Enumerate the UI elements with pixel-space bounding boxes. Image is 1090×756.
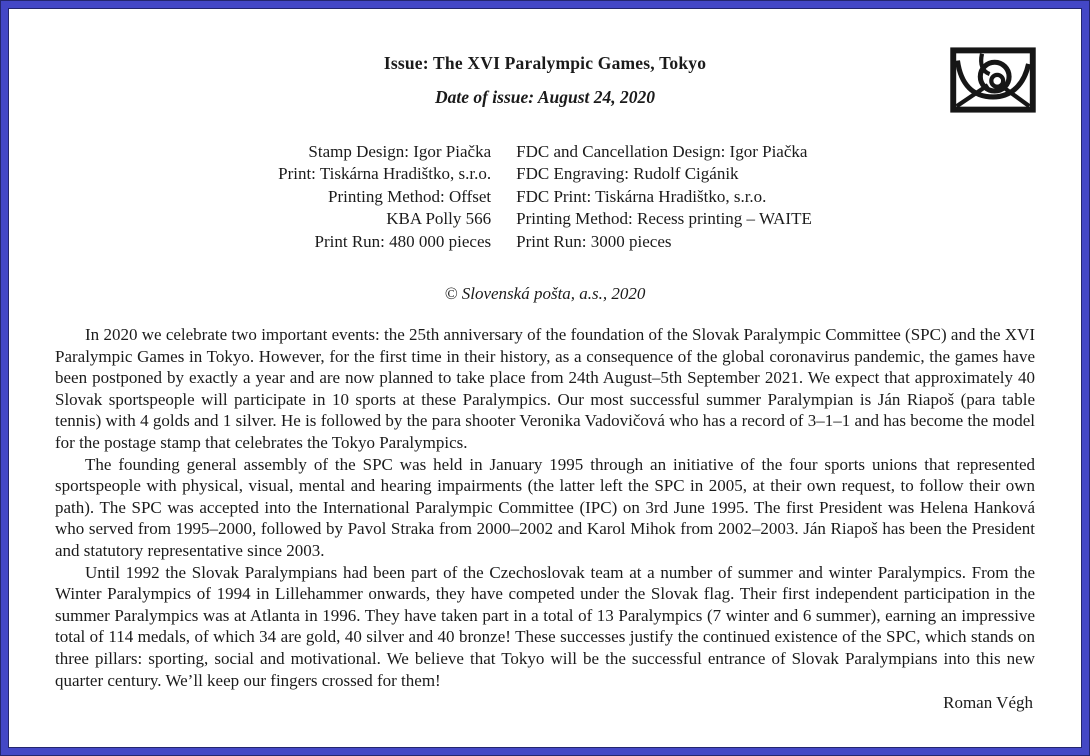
detail-line: Printing Method: Offset: [328, 186, 492, 206]
technical-details: [55, 141, 1035, 253]
author-signature: Roman Végh: [943, 693, 1033, 713]
detail-line: Printing Method: Recess printing – WAITE: [516, 209, 812, 229]
article-paragraph: Until 1992 the Slovak Paralympians had been part of the Czechoslovak team at a number of summer and winter Paralympics. From the Winter Paralympics of 1994 in Lillehammer onwards, they have competed under the Slovak flag. Their first independent participation in the summer Paralympics was at Atlanta in 1996. They have taken part in a total of 13 Paralympics (7 winter and 6 summer), earning an impressive total of 114 medals, of which 34 are gold, 40 silver and 40 bronze! These successes justify the continued existence of the SPC, which stands on three pillars: sporting, social and motivational. We believe that Tokyo will be the successful entrance of Slovak Paralympians into this new quarter century. We’ll keep our fingers crossed for them!: [55, 562, 1035, 690]
bulletin-page: [9, 9, 1081, 747]
detail-line: Print: Tiskárna Hradištko, s.r.o.: [278, 164, 492, 184]
article-paragraph: The founding general assembly of the SPC was held in January 1995 through an initiative of the four sports unions that represented sportspeople with physical, visual, mental and hearing impairments (the latter left the SPC in 2005, at their own request, to follow their own path). The SPC was accepted into the International Paralympic Committee (IPC) on 3rd June 1995. The first President was Helena Hanková who served from 1995–2000, followed by Pavol Straka from 2000–2002 and Karol Mihok from 2002–2003. Ján Riapoš has been the President and statutory representative since 2003.: [55, 454, 1035, 560]
copyright-line: © Slovenská pošta, a.s., 2020: [444, 284, 646, 304]
posthorn-envelope-icon: [949, 46, 1037, 114]
stamp-details-column: [278, 141, 491, 253]
detail-line: FDC Engraving: Rudolf Cigánik: [516, 164, 739, 184]
detail-line: FDC Print: Tiskárna Hradištko, s.r.o.: [516, 186, 767, 206]
article-paragraph: In 2020 we celebrate two important events: the 25th anniversary of the foundation of the Slovak Paralympic Committee (SPC) and the XVI Paralympic Games in Tokyo. However, for the first time in their history, as a consequence of the global coronavirus pandemic, the games have been postponed by exactly a year and are now planned to take place from 24th August–5th September 2021. We expect that approximately 40 Slovak sportspeople will participate in 10 sports at these Paralympics. Our most successful summer Paralympian is Ján Riapoš (para table tennis) with 4 golds and 1 silver. He is followed by the para shooter Veronika Vadovičová who has a record of 3–1–1 and has become the model for the postage stamp that celebrates the Tokyo Paralympics.: [55, 325, 1035, 452]
fdc-details-column: [516, 141, 812, 253]
detail-line: Print Run: 3000 pieces: [516, 231, 672, 251]
detail-line: Print Run: 480 000 pieces: [314, 231, 492, 251]
article-body: [55, 324, 1035, 691]
date-of-issue: Date of issue: August 24, 2020: [434, 87, 656, 107]
header: [55, 53, 1035, 108]
detail-line: Stamp Design: Igor Piačka: [308, 142, 492, 161]
page-title: Issue: The XVI Paralympic Games, Tokyo: [383, 53, 707, 73]
detail-line: KBA Polly 566: [386, 209, 492, 229]
detail-line: FDC and Cancellation Design: Igor Piačka: [516, 142, 808, 161]
slovenska-posta-logo: [949, 46, 1037, 114]
